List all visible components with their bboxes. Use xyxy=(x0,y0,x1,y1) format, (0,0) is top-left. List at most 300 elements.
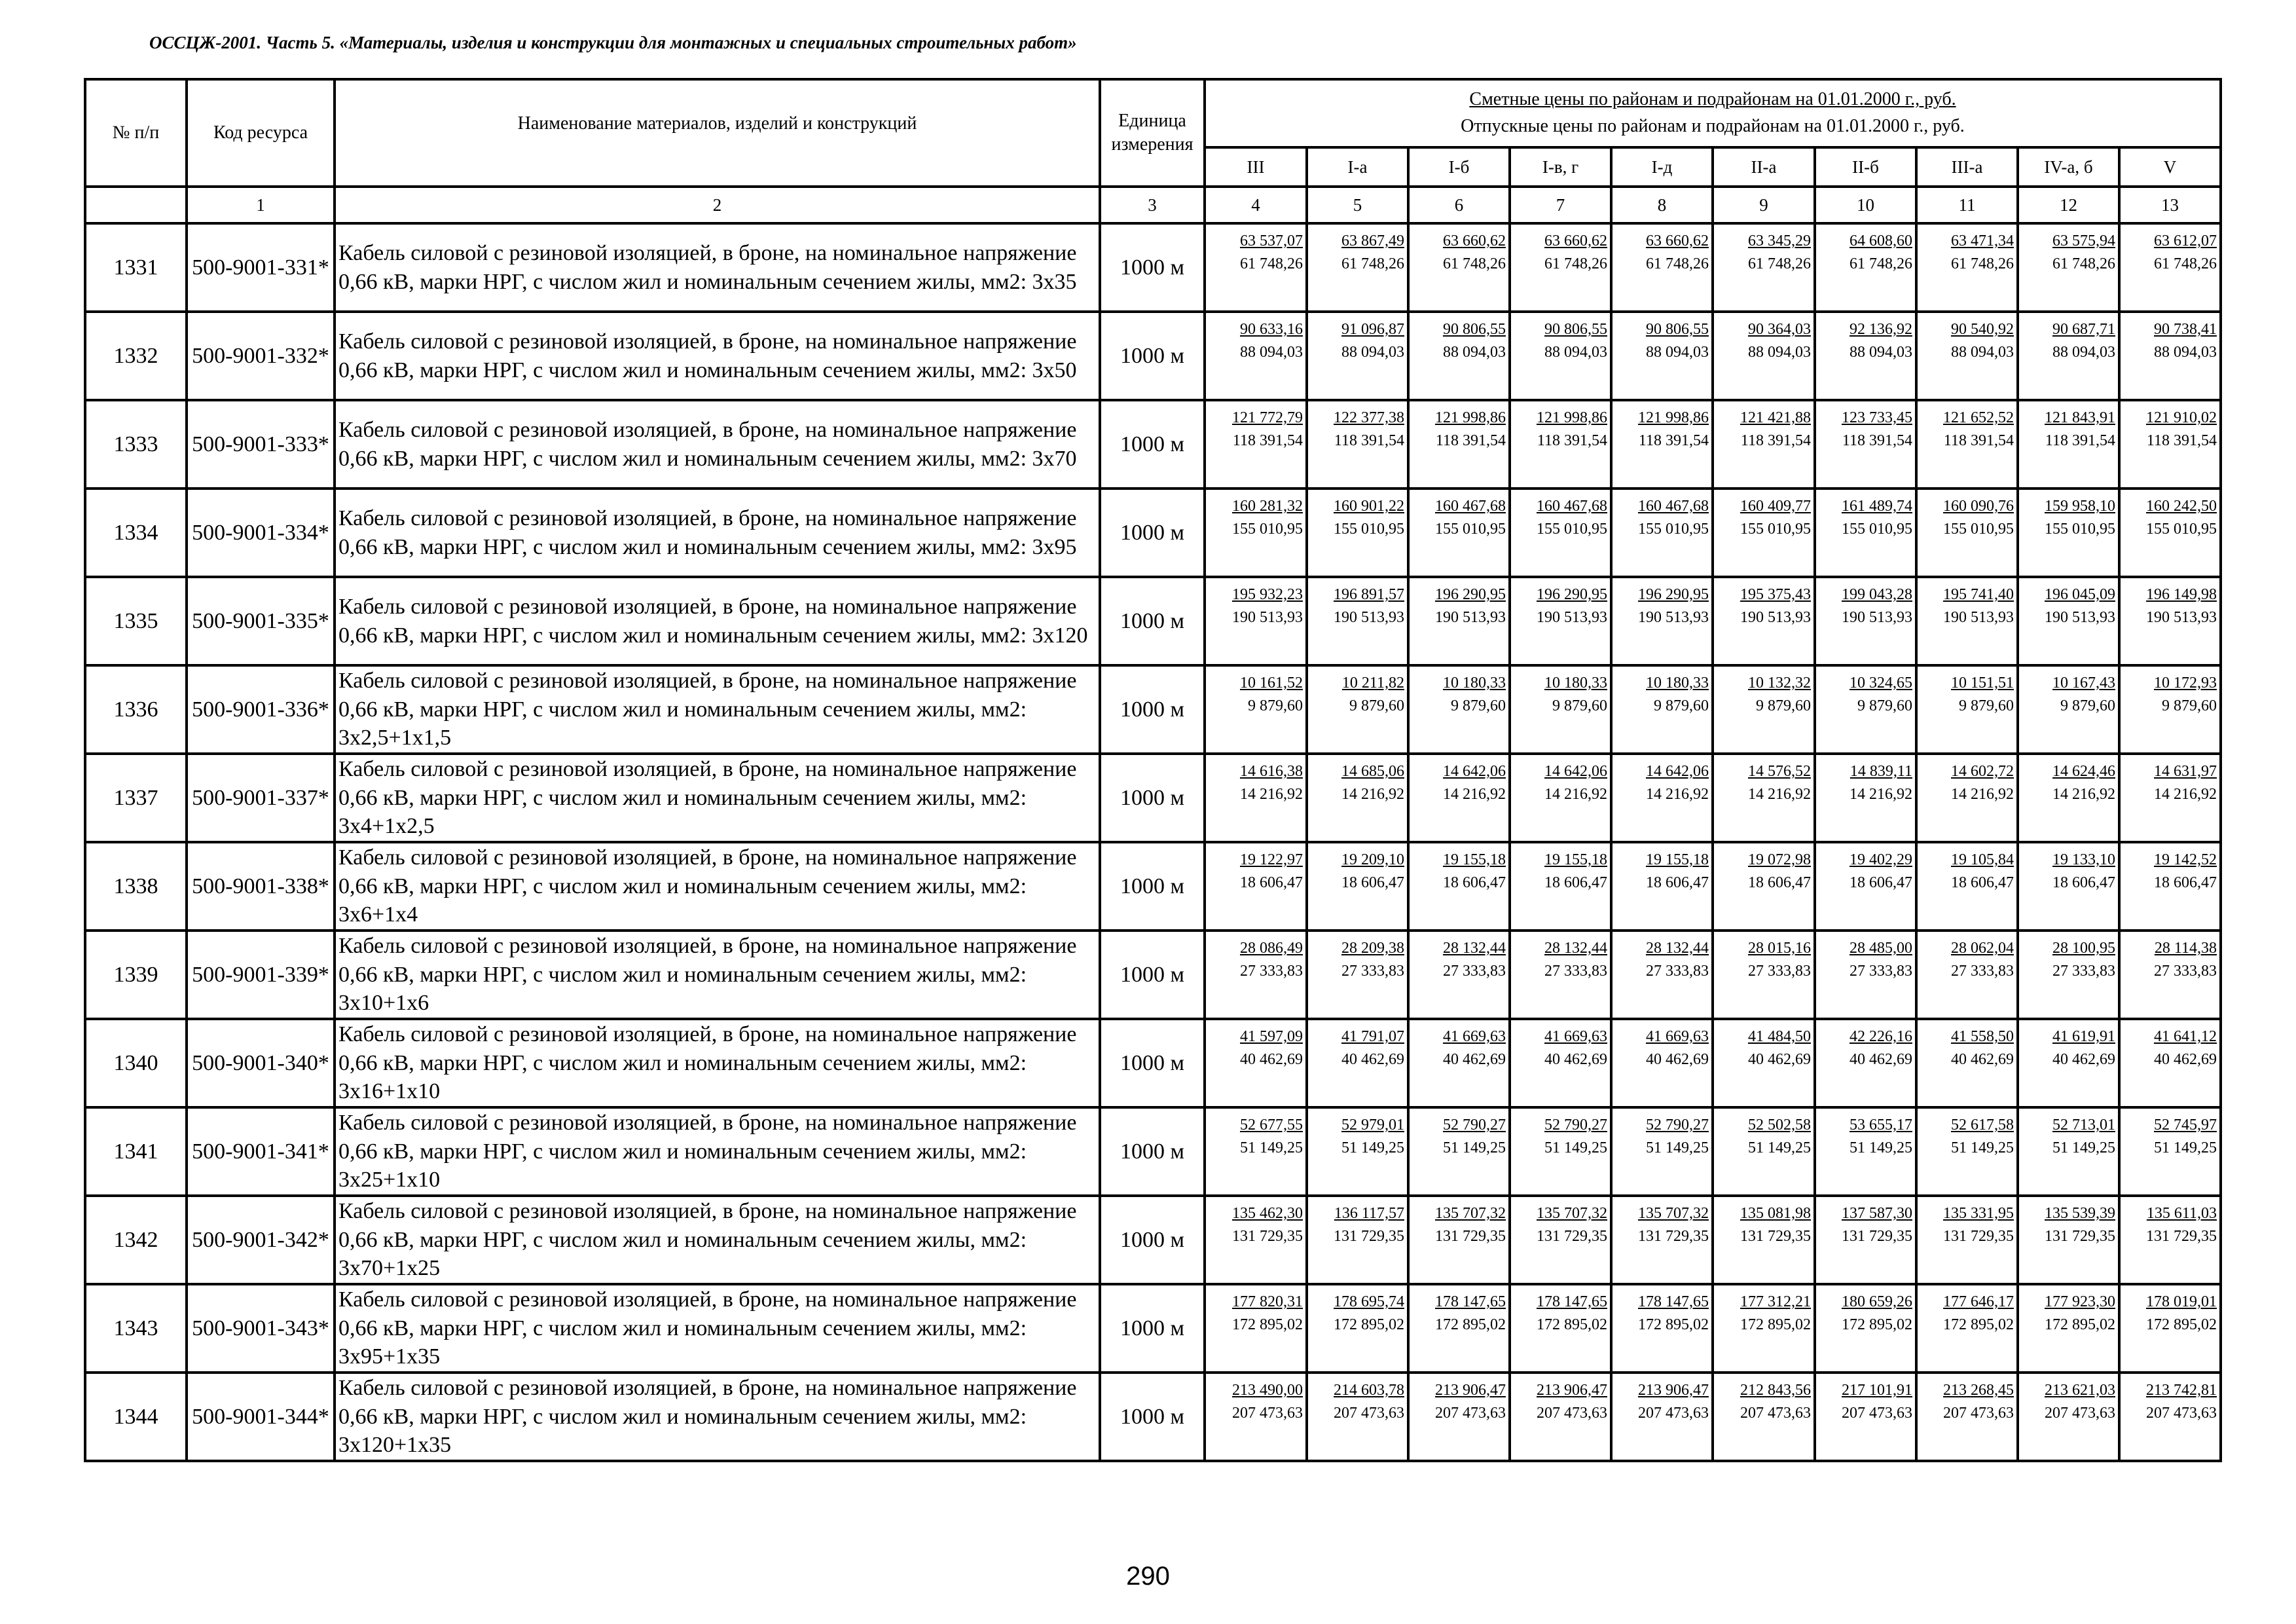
price-cell xyxy=(2119,931,2221,1019)
price-cell xyxy=(1307,1107,1408,1196)
header-code: Код ресурса xyxy=(187,79,335,187)
estimate-price: 160 242,50 xyxy=(2146,498,2217,515)
release-price: 9 879,60 xyxy=(1248,697,1303,715)
price-cell xyxy=(1713,842,1815,931)
estimate-price: 52 790,27 xyxy=(1646,1116,1709,1134)
price-cell xyxy=(1307,1019,1408,1107)
estimate-price: 14 642,06 xyxy=(1646,763,1709,780)
release-price: 14 216,92 xyxy=(1443,786,1506,803)
price-cell xyxy=(1611,1196,1713,1284)
release-price: 118 391,54 xyxy=(1943,432,2014,450)
estimate-price: 10 324,65 xyxy=(1850,674,1912,692)
price-cell xyxy=(1408,223,1510,312)
release-price: 155 010,95 xyxy=(1842,521,1912,538)
release-price: 51 149,25 xyxy=(1443,1139,1506,1157)
estimate-price: 212 843,56 xyxy=(1740,1382,1811,1399)
price-cell xyxy=(1916,665,2018,754)
release-price: 88 094,03 xyxy=(1951,344,2014,361)
price-cell xyxy=(1205,1196,1307,1284)
price-cell xyxy=(1307,312,1408,400)
release-price: 40 462,69 xyxy=(1240,1051,1303,1069)
price-cell xyxy=(1713,665,1815,754)
release-price: 14 216,92 xyxy=(1646,786,1709,803)
release-price: 61 748,26 xyxy=(1240,255,1303,273)
table-row xyxy=(85,931,2221,1019)
estimate-price: 28 062,04 xyxy=(1951,940,2014,957)
release-price: 40 462,69 xyxy=(2052,1051,2115,1069)
unit: 1000 м xyxy=(1100,400,1205,489)
unit: 1000 м xyxy=(1100,1107,1205,1196)
estimate-price: 136 117,57 xyxy=(1334,1205,1404,1222)
estimate-price: 90 633,16 xyxy=(1240,321,1303,338)
unit: 1000 м xyxy=(1100,931,1205,1019)
release-price: 190 513,93 xyxy=(1232,609,1303,627)
column-number: 3 xyxy=(1100,187,1205,223)
release-price: 88 094,03 xyxy=(2154,344,2217,361)
document-header: ОССЦЖ-2001. Часть 5. «Материалы, изделия и конструкции для монтажных и специальных строительных работ» xyxy=(149,33,1077,52)
material-name: Кабель силовой с резиновой изоляцией, в броне, на номинальное напряжение 0,66 кВ, марки НРГ, с числом жил и номинальным сечением жилы, мм2: 3х120+1х35 xyxy=(335,1373,1100,1461)
estimate-price: 213 490,00 xyxy=(1232,1382,1303,1399)
estimate-price: 19 155,18 xyxy=(1646,851,1709,868)
column-number: 1 xyxy=(187,187,335,223)
price-cell xyxy=(1205,842,1307,931)
release-price: 9 879,60 xyxy=(1756,697,1811,715)
price-cell xyxy=(1713,577,1815,665)
estimate-price: 10 161,52 xyxy=(1240,674,1303,692)
release-price: 190 513,93 xyxy=(1638,609,1709,627)
release-price: 207 473,63 xyxy=(1537,1405,1607,1422)
estimate-price: 10 211,82 xyxy=(1341,674,1404,692)
price-cell xyxy=(1916,931,2018,1019)
column-number-row xyxy=(85,187,2221,223)
price-cell xyxy=(1611,577,1713,665)
release-price: 14 216,92 xyxy=(1951,786,2014,803)
price-cell xyxy=(2018,312,2119,400)
release-price: 118 391,54 xyxy=(2146,432,2217,450)
price-cell xyxy=(1408,489,1510,577)
release-price: 207 473,63 xyxy=(1334,1405,1404,1422)
resource-code: 500-9001-333* xyxy=(187,400,335,489)
price-cell xyxy=(1510,223,1611,312)
price-cell xyxy=(1307,665,1408,754)
estimate-price: 52 502,58 xyxy=(1748,1116,1811,1134)
release-price: 190 513,93 xyxy=(1842,609,1912,627)
estimate-price: 10 180,33 xyxy=(1544,674,1607,692)
release-price: 40 462,69 xyxy=(1646,1051,1709,1069)
price-cell xyxy=(1510,1373,1611,1461)
release-price: 9 879,60 xyxy=(1349,697,1404,715)
price-cell xyxy=(1611,400,1713,489)
release-price: 61 748,26 xyxy=(2154,255,2217,273)
estimate-price: 41 669,63 xyxy=(1646,1028,1709,1045)
release-price: 9 879,60 xyxy=(1654,697,1709,715)
estimate-price: 63 575,94 xyxy=(2052,232,2115,249)
price-cell xyxy=(1611,1107,1713,1196)
estimate-price: 196 290,95 xyxy=(1435,586,1506,603)
release-price: 51 149,25 xyxy=(1646,1139,1709,1157)
release-price: 18 606,47 xyxy=(1748,874,1811,892)
row-number: 1344 xyxy=(85,1373,187,1461)
column-number: 9 xyxy=(1713,187,1815,223)
price-cell xyxy=(1510,665,1611,754)
release-price: 27 333,83 xyxy=(1240,963,1303,980)
price-cell xyxy=(1815,665,1916,754)
price-cell xyxy=(2018,1284,2119,1373)
table-row xyxy=(85,489,2221,577)
resource-code: 500-9001-335* xyxy=(187,577,335,665)
price-cell xyxy=(2018,1196,2119,1284)
estimate-price: 41 669,63 xyxy=(1443,1028,1506,1045)
release-price: 27 333,83 xyxy=(1544,963,1607,980)
header-name: Наименование материалов, изделий и конструкций xyxy=(335,79,1100,187)
price-cell xyxy=(1408,1373,1510,1461)
table-row xyxy=(85,1373,2221,1461)
price-cell xyxy=(1205,931,1307,1019)
release-price: 190 513,93 xyxy=(1943,609,2014,627)
price-cell xyxy=(1408,1019,1510,1107)
column-number: 4 xyxy=(1205,187,1307,223)
release-price: 118 391,54 xyxy=(1435,432,1506,450)
estimate-price: 180 659,26 xyxy=(1842,1293,1912,1310)
release-price: 172 895,02 xyxy=(1334,1316,1404,1334)
release-price: 190 513,93 xyxy=(1537,609,1607,627)
price-cell xyxy=(1815,577,1916,665)
release-price: 61 748,26 xyxy=(1748,255,1811,273)
release-price: 18 606,47 xyxy=(1951,874,2014,892)
estimate-price: 121 843,91 xyxy=(2045,409,2115,426)
estimate-price: 135 707,32 xyxy=(1638,1205,1709,1222)
release-price: 27 333,83 xyxy=(1341,963,1404,980)
release-price: 118 391,54 xyxy=(1740,432,1811,450)
table-row xyxy=(85,842,2221,931)
material-name: Кабель силовой с резиновой изоляцией, в броне, на номинальное напряжение 0,66 кВ, марки НРГ, с числом жил и номинальным сечением жилы, мм2: 3х50 xyxy=(335,312,1100,400)
resource-code: 500-9001-332* xyxy=(187,312,335,400)
release-price: 88 094,03 xyxy=(1443,344,1506,361)
estimate-price: 123 733,45 xyxy=(1842,409,1912,426)
price-cell xyxy=(2119,312,2221,400)
price-cell xyxy=(1307,1196,1408,1284)
estimate-price: 10 180,33 xyxy=(1443,674,1506,692)
estimate-price: 14 631,97 xyxy=(2154,763,2217,780)
estimate-price: 28 132,44 xyxy=(1646,940,1709,957)
row-number: 1342 xyxy=(85,1196,187,1284)
release-price: 61 748,26 xyxy=(1850,255,1912,273)
column-number: 2 xyxy=(335,187,1100,223)
price-cell xyxy=(1713,400,1815,489)
table-row xyxy=(85,312,2221,400)
price-cell xyxy=(1408,754,1510,842)
estimate-price: 178 695,74 xyxy=(1334,1293,1404,1310)
release-price: 207 473,63 xyxy=(2045,1405,2115,1422)
estimate-price: 63 660,62 xyxy=(1646,232,1709,249)
price-cell xyxy=(1611,1373,1713,1461)
estimate-price: 64 608,60 xyxy=(1850,232,1912,249)
estimate-price: 19 142,52 xyxy=(2154,851,2217,868)
release-price: 131 729,35 xyxy=(2146,1228,2217,1246)
estimate-price: 213 906,47 xyxy=(1537,1382,1607,1399)
release-price: 190 513,93 xyxy=(1740,609,1811,627)
table-body xyxy=(85,223,2221,1461)
resource-code: 500-9001-334* xyxy=(187,489,335,577)
price-cell xyxy=(2119,1196,2221,1284)
region-header: V xyxy=(2119,147,2221,187)
price-cell xyxy=(1916,223,2018,312)
release-price: 18 606,47 xyxy=(1544,874,1607,892)
price-cell xyxy=(1815,312,1916,400)
price-cell xyxy=(1611,489,1713,577)
estimate-price: 178 019,01 xyxy=(2146,1293,2217,1310)
release-price: 190 513,93 xyxy=(2146,609,2217,627)
material-name: Кабель силовой с резиновой изоляцией, в броне, на номинальное напряжение 0,66 кВ, марки НРГ, с числом жил и номинальным сечением жилы, мм2: 3х25+1х10 xyxy=(335,1107,1100,1196)
estimate-price: 14 642,06 xyxy=(1443,763,1506,780)
row-number: 1334 xyxy=(85,489,187,577)
estimate-price: 213 742,81 xyxy=(2146,1382,2217,1399)
estimate-price: 195 932,23 xyxy=(1232,586,1303,603)
release-price: 207 473,63 xyxy=(1943,1405,2014,1422)
price-cell xyxy=(1205,312,1307,400)
release-price: 40 462,69 xyxy=(1341,1051,1404,1069)
release-price: 14 216,92 xyxy=(1240,786,1303,803)
release-price: 18 606,47 xyxy=(1240,874,1303,892)
price-cell xyxy=(1408,842,1510,931)
estimate-price: 41 619,91 xyxy=(2052,1028,2115,1045)
estimate-price: 135 462,30 xyxy=(1232,1205,1303,1222)
column-number: 8 xyxy=(1611,187,1713,223)
price-cell xyxy=(1408,1196,1510,1284)
release-price: 61 748,26 xyxy=(2052,255,2115,273)
release-price: 14 216,92 xyxy=(2154,786,2217,803)
release-price: 18 606,47 xyxy=(2154,874,2217,892)
price-cell xyxy=(2018,1019,2119,1107)
estimate-price: 90 364,03 xyxy=(1748,321,1811,338)
price-cell xyxy=(1713,1284,1815,1373)
price-cell xyxy=(1307,842,1408,931)
estimate-price: 121 772,79 xyxy=(1232,409,1303,426)
estimate-price: 19 209,10 xyxy=(1341,851,1404,868)
release-price: 155 010,95 xyxy=(1232,521,1303,538)
estimate-price: 196 891,57 xyxy=(1334,586,1404,603)
estimate-price: 195 375,43 xyxy=(1740,586,1811,603)
release-price: 207 473,63 xyxy=(1232,1405,1303,1422)
price-cell xyxy=(2119,1019,2221,1107)
header-prices-release: Отпускные цены по районам и подрайонам на 01.01.2000 г., руб. xyxy=(1461,116,1965,136)
release-price: 14 216,92 xyxy=(1544,786,1607,803)
price-cell xyxy=(1205,1019,1307,1107)
estimate-price: 28 209,38 xyxy=(1341,940,1404,957)
release-price: 131 729,35 xyxy=(1334,1228,1404,1246)
unit: 1000 м xyxy=(1100,1196,1205,1284)
estimate-price: 42 226,16 xyxy=(1850,1028,1912,1045)
estimate-price: 41 641,12 xyxy=(2154,1028,2217,1045)
region-header: I-б xyxy=(1408,147,1510,187)
price-cell xyxy=(1510,931,1611,1019)
price-cell xyxy=(1307,489,1408,577)
table-row xyxy=(85,223,2221,312)
estimate-price: 10 167,43 xyxy=(2052,674,2115,692)
release-price: 155 010,95 xyxy=(1537,521,1607,538)
release-price: 27 333,83 xyxy=(2052,963,2115,980)
price-cell xyxy=(1916,1019,2018,1107)
release-price: 18 606,47 xyxy=(1850,874,1912,892)
unit: 1000 м xyxy=(1100,754,1205,842)
price-cell xyxy=(1307,754,1408,842)
price-cell xyxy=(1205,1373,1307,1461)
resource-code: 500-9001-331* xyxy=(187,223,335,312)
release-price: 118 391,54 xyxy=(1842,432,1912,450)
estimate-price: 161 489,74 xyxy=(1842,498,1912,515)
release-price: 172 895,02 xyxy=(2045,1316,2115,1334)
price-cell xyxy=(2018,489,2119,577)
price-cell xyxy=(1713,1196,1815,1284)
release-price: 61 748,26 xyxy=(1341,255,1404,273)
release-price: 14 216,92 xyxy=(1341,786,1404,803)
resource-code: 500-9001-342* xyxy=(187,1196,335,1284)
estimate-price: 53 655,17 xyxy=(1850,1116,1912,1134)
release-price: 207 473,63 xyxy=(1638,1405,1709,1422)
price-cell xyxy=(1815,1284,1916,1373)
price-cell xyxy=(1408,1107,1510,1196)
price-cell xyxy=(1205,577,1307,665)
estimate-price: 63 612,07 xyxy=(2154,232,2217,249)
unit: 1000 м xyxy=(1100,577,1205,665)
price-cell xyxy=(2119,1284,2221,1373)
estimate-price: 213 268,45 xyxy=(1943,1382,2014,1399)
material-name: Кабель силовой с резиновой изоляцией, в броне, на номинальное напряжение 0,66 кВ, марки НРГ, с числом жил и номинальным сечением жилы, мм2: 3х10+1х6 xyxy=(335,931,1100,1019)
release-price: 207 473,63 xyxy=(1740,1405,1811,1422)
estimate-price: 213 906,47 xyxy=(1638,1382,1709,1399)
material-name: Кабель силовой с резиновой изоляцией, в броне, на номинальное напряжение 0,66 кВ, марки НРГ, с числом жил и номинальным сечением жилы, мм2: 3х16+1х10 xyxy=(335,1019,1100,1107)
resource-code: 500-9001-339* xyxy=(187,931,335,1019)
release-price: 172 895,02 xyxy=(1232,1316,1303,1334)
release-price: 40 462,69 xyxy=(1951,1051,2014,1069)
estimate-price: 63 471,34 xyxy=(1951,232,2014,249)
resource-code: 500-9001-340* xyxy=(187,1019,335,1107)
material-name: Кабель силовой с резиновой изоляцией, в броне, на номинальное напряжение 0,66 кВ, марки НРГ, с числом жил и номинальным сечением жилы, мм2: 3х4+1х2,5 xyxy=(335,754,1100,842)
unit: 1000 м xyxy=(1100,1019,1205,1107)
release-price: 88 094,03 xyxy=(1850,344,1912,361)
row-number: 1339 xyxy=(85,931,187,1019)
estimate-price: 160 090,76 xyxy=(1943,498,2014,515)
release-price: 118 391,54 xyxy=(1334,432,1404,450)
release-price: 51 149,25 xyxy=(1341,1139,1404,1157)
header-prices xyxy=(1205,79,2221,147)
estimate-price: 121 998,86 xyxy=(1435,409,1506,426)
price-cell xyxy=(2119,665,2221,754)
estimate-price: 122 377,38 xyxy=(1334,409,1404,426)
estimate-price: 177 646,17 xyxy=(1943,1293,2014,1310)
column-number-blank xyxy=(85,187,187,223)
price-cell xyxy=(1408,312,1510,400)
estimate-price: 196 149,98 xyxy=(2146,586,2217,603)
material-name: Кабель силовой с резиновой изоляцией, в броне, на номинальное напряжение 0,66 кВ, марки НРГ, с числом жил и номинальным сечением жилы, мм2: 3х70 xyxy=(335,400,1100,489)
estimate-price: 196 045,09 xyxy=(2045,586,2115,603)
estimate-price: 177 820,31 xyxy=(1232,1293,1303,1310)
release-price: 131 729,35 xyxy=(1435,1228,1506,1246)
region-header: I-в, г xyxy=(1510,147,1611,187)
release-price: 172 895,02 xyxy=(1638,1316,1709,1334)
release-price: 27 333,83 xyxy=(1850,963,1912,980)
release-price: 172 895,02 xyxy=(2146,1316,2217,1334)
estimate-price: 52 745,97 xyxy=(2154,1116,2217,1134)
release-price: 172 895,02 xyxy=(1943,1316,2014,1334)
price-cell xyxy=(1713,1373,1815,1461)
price-cell xyxy=(2119,489,2221,577)
estimate-price: 196 290,95 xyxy=(1537,586,1607,603)
estimate-price: 160 467,68 xyxy=(1638,498,1709,515)
price-cell xyxy=(1713,223,1815,312)
price-cell xyxy=(2119,754,2221,842)
price-cell xyxy=(2018,1373,2119,1461)
resource-code: 500-9001-344* xyxy=(187,1373,335,1461)
column-number: 11 xyxy=(1916,187,2018,223)
row-number: 1333 xyxy=(85,400,187,489)
estimate-price: 92 136,92 xyxy=(1850,321,1912,338)
estimate-price: 41 669,63 xyxy=(1544,1028,1607,1045)
column-number: 7 xyxy=(1510,187,1611,223)
price-cell xyxy=(1205,754,1307,842)
estimate-price: 63 537,07 xyxy=(1240,232,1303,249)
unit: 1000 м xyxy=(1100,489,1205,577)
header-num: № п/п xyxy=(85,79,187,187)
price-cell xyxy=(1510,1284,1611,1373)
resource-code: 500-9001-338* xyxy=(187,842,335,931)
unit: 1000 м xyxy=(1100,1373,1205,1461)
price-table xyxy=(84,78,2222,1462)
price-cell xyxy=(1510,312,1611,400)
price-cell xyxy=(1916,400,2018,489)
price-cell xyxy=(1205,489,1307,577)
column-number: 5 xyxy=(1307,187,1408,223)
estimate-price: 14 576,52 xyxy=(1748,763,1811,780)
table-row xyxy=(85,1019,2221,1107)
estimate-price: 135 707,32 xyxy=(1537,1205,1607,1222)
estimate-price: 213 906,47 xyxy=(1435,1382,1506,1399)
table-row xyxy=(85,665,2221,754)
price-cell xyxy=(1815,1107,1916,1196)
price-cell xyxy=(1815,842,1916,931)
release-price: 9 879,60 xyxy=(1959,697,2014,715)
region-header: III xyxy=(1205,147,1307,187)
price-cell xyxy=(1713,931,1815,1019)
price-cell xyxy=(1713,312,1815,400)
estimate-price: 14 616,38 xyxy=(1240,763,1303,780)
release-price: 155 010,95 xyxy=(1943,521,2014,538)
release-price: 27 333,83 xyxy=(1443,963,1506,980)
release-price: 9 879,60 xyxy=(2060,697,2115,715)
estimate-price: 91 096,87 xyxy=(1341,321,1404,338)
release-price: 118 391,54 xyxy=(2045,432,2115,450)
unit: 1000 м xyxy=(1100,312,1205,400)
estimate-price: 28 015,16 xyxy=(1748,940,1811,957)
price-cell xyxy=(1611,1019,1713,1107)
estimate-price: 19 155,18 xyxy=(1544,851,1607,868)
estimate-price: 135 331,95 xyxy=(1943,1205,2014,1222)
price-cell xyxy=(1205,1284,1307,1373)
price-cell xyxy=(1815,223,1916,312)
table-row xyxy=(85,577,2221,665)
estimate-price: 28 100,95 xyxy=(2052,940,2115,957)
header-prices-estimate: Сметные цены по районам и подрайонам на 01.01.2000 г., руб. xyxy=(1469,89,1956,110)
estimate-price: 52 790,27 xyxy=(1544,1116,1607,1134)
estimate-price: 121 998,86 xyxy=(1537,409,1607,426)
estimate-price: 10 132,32 xyxy=(1748,674,1811,692)
material-name: Кабель силовой с резиновой изоляцией, в броне, на номинальное напряжение 0,66 кВ, марки НРГ, с числом жил и номинальным сечением жилы, мм2: 3х70+1х25 xyxy=(335,1196,1100,1284)
release-price: 51 149,25 xyxy=(1544,1139,1607,1157)
release-price: 131 729,35 xyxy=(1842,1228,1912,1246)
estimate-price: 213 621,03 xyxy=(2045,1382,2115,1399)
price-cell xyxy=(2018,842,2119,931)
price-cell xyxy=(1408,665,1510,754)
